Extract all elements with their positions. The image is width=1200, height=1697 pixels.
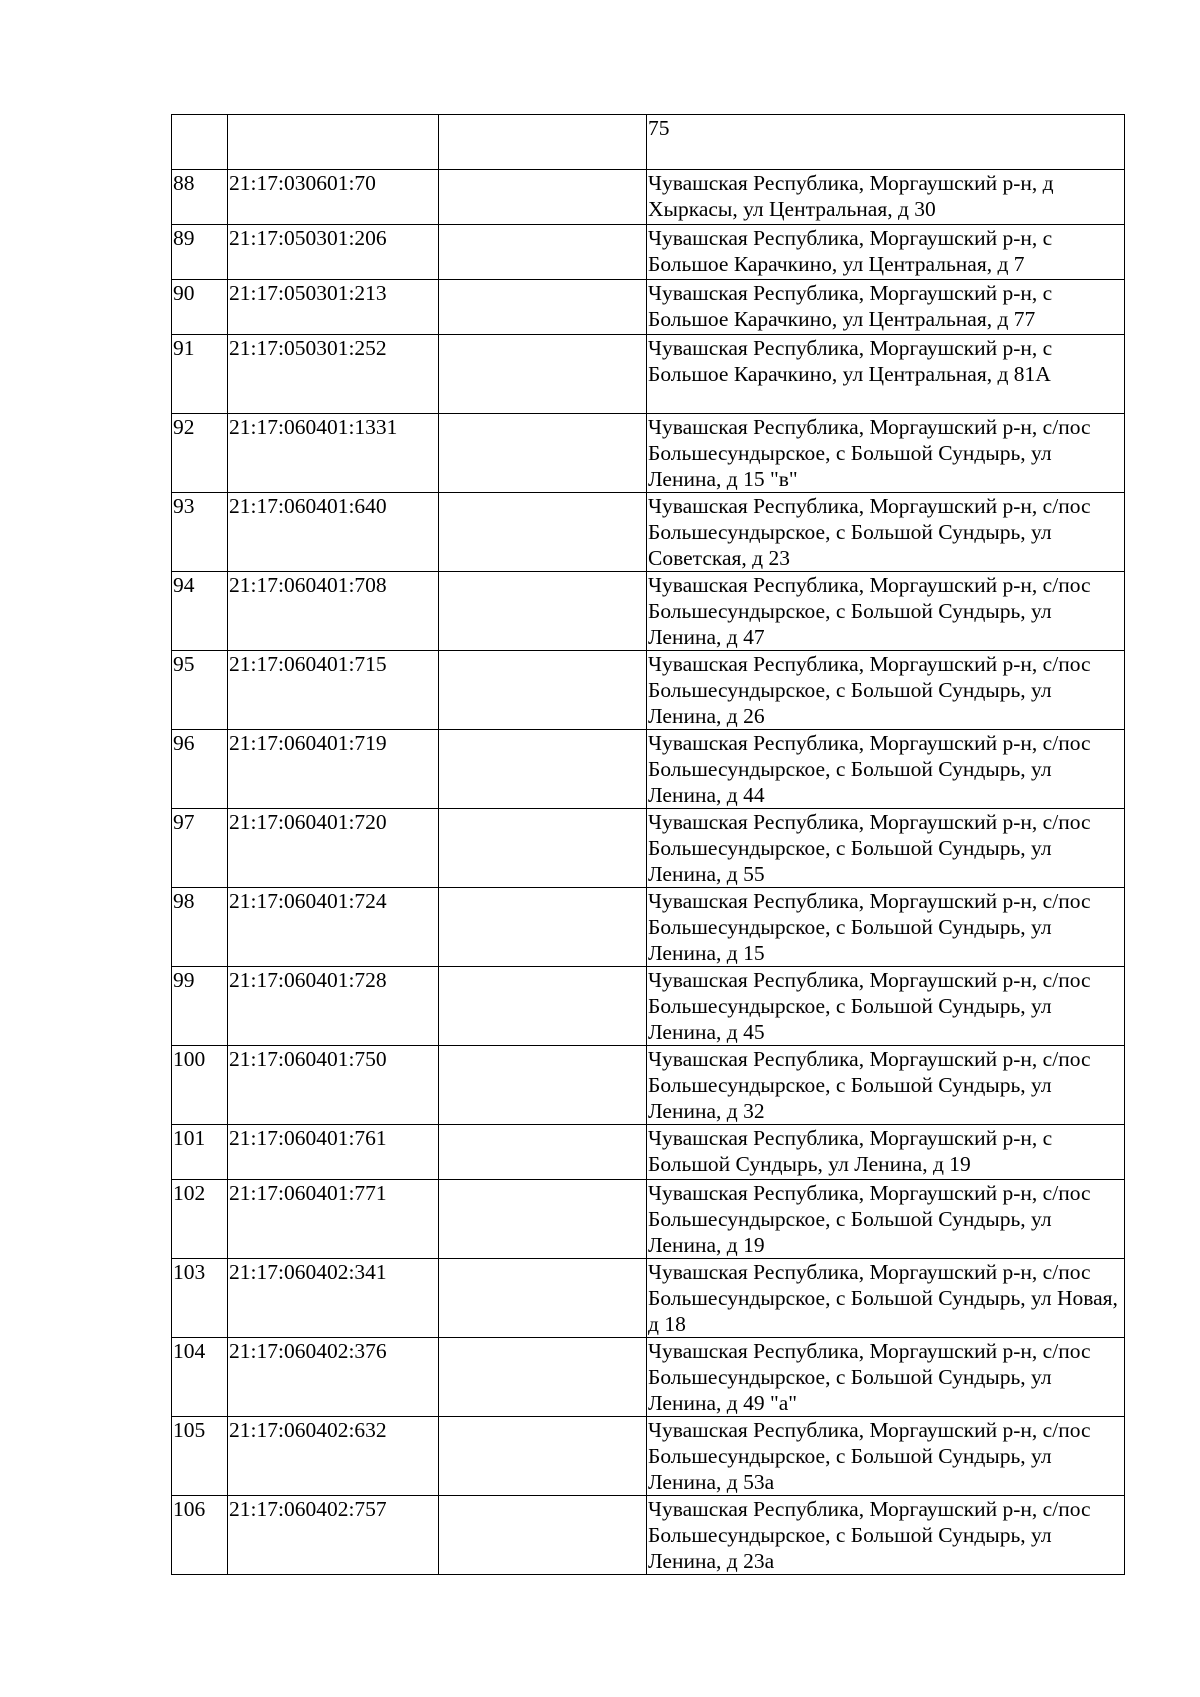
- address-cell: Чувашская Республика, Моргаушский р-н, с Большое Карачкино, ул Центральная, д 81А: [647, 335, 1125, 414]
- address-cell: Чувашская Республика, Моргаушский р-н, с/пос Большесундырское, с Большой Сундырь, ул Ленина, д 47: [647, 572, 1125, 651]
- property-table-body: [172, 115, 1125, 1575]
- empty-cell: [439, 1417, 647, 1496]
- table-row: [172, 809, 1125, 888]
- row-number-cell: [172, 115, 228, 170]
- cadastral-number-cell: 21:17:060402:376: [228, 1338, 439, 1417]
- empty-cell: [439, 888, 647, 967]
- address-cell: Чувашская Республика, Моргаушский р-н, с/пос Большесундырское, с Большой Сундырь, ул Ленина, д 44: [647, 730, 1125, 809]
- table-row: [172, 170, 1125, 225]
- table-row: [172, 967, 1125, 1046]
- empty-cell: [439, 414, 647, 493]
- row-number-cell: 105: [172, 1417, 228, 1496]
- address-cell: Чувашская Республика, Моргаушский р-н, д Хыркасы, ул Центральная, д 30: [647, 170, 1125, 225]
- cadastral-number-cell: 21:17:060401:720: [228, 809, 439, 888]
- row-number-cell: 90: [172, 280, 228, 335]
- cadastral-number-cell: 21:17:060401:750: [228, 1046, 439, 1125]
- cadastral-number-cell: 21:17:050301:252: [228, 335, 439, 414]
- row-number-cell: 89: [172, 225, 228, 280]
- table-row: [172, 1259, 1125, 1338]
- row-number-cell: 99: [172, 967, 228, 1046]
- row-number-cell: 92: [172, 414, 228, 493]
- address-cell: Чувашская Республика, Моргаушский р-н, с/пос Большесундырское, с Большой Сундырь, ул Ленина, д 26: [647, 651, 1125, 730]
- cadastral-number-cell: 21:17:060401:724: [228, 888, 439, 967]
- address-cell: Чувашская Республика, Моргаушский р-н, с/пос Большесундырское, с Большой Сундырь, ул Новая, д 18: [647, 1259, 1125, 1338]
- empty-cell: [439, 280, 647, 335]
- table-row: [172, 730, 1125, 809]
- cadastral-number-cell: 21:17:050301:206: [228, 225, 439, 280]
- table-row: [172, 572, 1125, 651]
- empty-cell: [439, 1125, 647, 1180]
- cadastral-number-cell: 21:17:060401:708: [228, 572, 439, 651]
- address-cell: Чувашская Республика, Моргаушский р-н, с Большое Карачкино, ул Центральная, д 7: [647, 225, 1125, 280]
- row-number-cell: 101: [172, 1125, 228, 1180]
- row-number-cell: 98: [172, 888, 228, 967]
- address-cell: Чувашская Республика, Моргаушский р-н, с/пос Большесундырское, с Большой Сундырь, ул Ленина, д 49 "а": [647, 1338, 1125, 1417]
- cadastral-number-cell: 21:17:060402:757: [228, 1496, 439, 1575]
- row-number-cell: 103: [172, 1259, 228, 1338]
- table-row: [172, 1417, 1125, 1496]
- empty-cell: [439, 1259, 647, 1338]
- cadastral-number-cell: 21:17:050301:213: [228, 280, 439, 335]
- address-cell: 75: [647, 115, 1125, 170]
- cadastral-number-cell: 21:17:060401:761: [228, 1125, 439, 1180]
- address-cell: Чувашская Республика, Моргаушский р-н, с/пос Большесундырское, с Большой Сундырь, ул Ленина, д 53а: [647, 1417, 1125, 1496]
- row-number-cell: 106: [172, 1496, 228, 1575]
- address-cell: Чувашская Республика, Моргаушский р-н, с/пос Большесундырское, с Большой Сундырь, ул Ленина, д 45: [647, 967, 1125, 1046]
- empty-cell: [439, 115, 647, 170]
- row-number-cell: 104: [172, 1338, 228, 1417]
- row-number-cell: 91: [172, 335, 228, 414]
- empty-cell: [439, 335, 647, 414]
- row-number-cell: 97: [172, 809, 228, 888]
- cadastral-number-cell: 21:17:060401:640: [228, 493, 439, 572]
- address-cell: Чувашская Республика, Моргаушский р-н, с/пос Большесундырское, с Большой Сундырь, ул Ленина, д 55: [647, 809, 1125, 888]
- cadastral-number-cell: 21:17:030601:70: [228, 170, 439, 225]
- table-row: [172, 225, 1125, 280]
- cadastral-number-cell: [228, 115, 439, 170]
- empty-cell: [439, 572, 647, 651]
- empty-cell: [439, 967, 647, 1046]
- empty-cell: [439, 1180, 647, 1259]
- empty-cell: [439, 651, 647, 730]
- address-cell: Чувашская Республика, Моргаушский р-н, с/пос Большесундырское, с Большой Сундырь, ул Ленина, д 23а: [647, 1496, 1125, 1575]
- cadastral-number-cell: 21:17:060401:1331: [228, 414, 439, 493]
- cadastral-number-cell: 21:17:060402:341: [228, 1259, 439, 1338]
- address-cell: Чувашская Республика, Моргаушский р-н, с/пос Большесундырское, с Большой Сундырь, ул Ленина, д 19: [647, 1180, 1125, 1259]
- row-number-cell: 102: [172, 1180, 228, 1259]
- row-number-cell: 94: [172, 572, 228, 651]
- empty-cell: [439, 225, 647, 280]
- cadastral-number-cell: 21:17:060401:728: [228, 967, 439, 1046]
- table-row: [172, 1125, 1125, 1180]
- table-row: [172, 888, 1125, 967]
- table-row: [172, 414, 1125, 493]
- cadastral-number-cell: 21:17:060401:715: [228, 651, 439, 730]
- row-number-cell: 93: [172, 493, 228, 572]
- table-row: [172, 651, 1125, 730]
- table-row: [172, 1338, 1125, 1417]
- cadastral-number-cell: 21:17:060401:771: [228, 1180, 439, 1259]
- empty-cell: [439, 809, 647, 888]
- empty-cell: [439, 1046, 647, 1125]
- empty-cell: [439, 493, 647, 572]
- row-number-cell: 96: [172, 730, 228, 809]
- cadastral-number-cell: 21:17:060402:632: [228, 1417, 439, 1496]
- address-cell: Чувашская Республика, Моргаушский р-н, с/пос Большесундырское, с Большой Сундырь, ул Советская, д 23: [647, 493, 1125, 572]
- table-row: [172, 1180, 1125, 1259]
- table-row: [172, 335, 1125, 414]
- address-cell: Чувашская Республика, Моргаушский р-н, с/пос Большесундырское, с Большой Сундырь, ул Ленина, д 15 "в": [647, 414, 1125, 493]
- table-row: [172, 493, 1125, 572]
- table-row: [172, 115, 1125, 170]
- empty-cell: [439, 1496, 647, 1575]
- table-row: [172, 1046, 1125, 1125]
- row-number-cell: 88: [172, 170, 228, 225]
- empty-cell: [439, 1338, 647, 1417]
- address-cell: Чувашская Республика, Моргаушский р-н, с/пос Большесундырское, с Большой Сундырь, ул Ленина, д 15: [647, 888, 1125, 967]
- table-row: [172, 1496, 1125, 1575]
- property-table: [171, 114, 1125, 1575]
- cadastral-number-cell: 21:17:060401:719: [228, 730, 439, 809]
- address-cell: Чувашская Республика, Моргаушский р-н, с Большое Карачкино, ул Центральная, д 77: [647, 280, 1125, 335]
- row-number-cell: 100: [172, 1046, 228, 1125]
- address-cell: Чувашская Республика, Моргаушский р-н, с/пос Большесундырское, с Большой Сундырь, ул Ленина, д 32: [647, 1046, 1125, 1125]
- empty-cell: [439, 170, 647, 225]
- address-cell: Чувашская Республика, Моргаушский р-н, с Большой Сундырь, ул Ленина, д 19: [647, 1125, 1125, 1180]
- empty-cell: [439, 730, 647, 809]
- row-number-cell: 95: [172, 651, 228, 730]
- table-row: [172, 280, 1125, 335]
